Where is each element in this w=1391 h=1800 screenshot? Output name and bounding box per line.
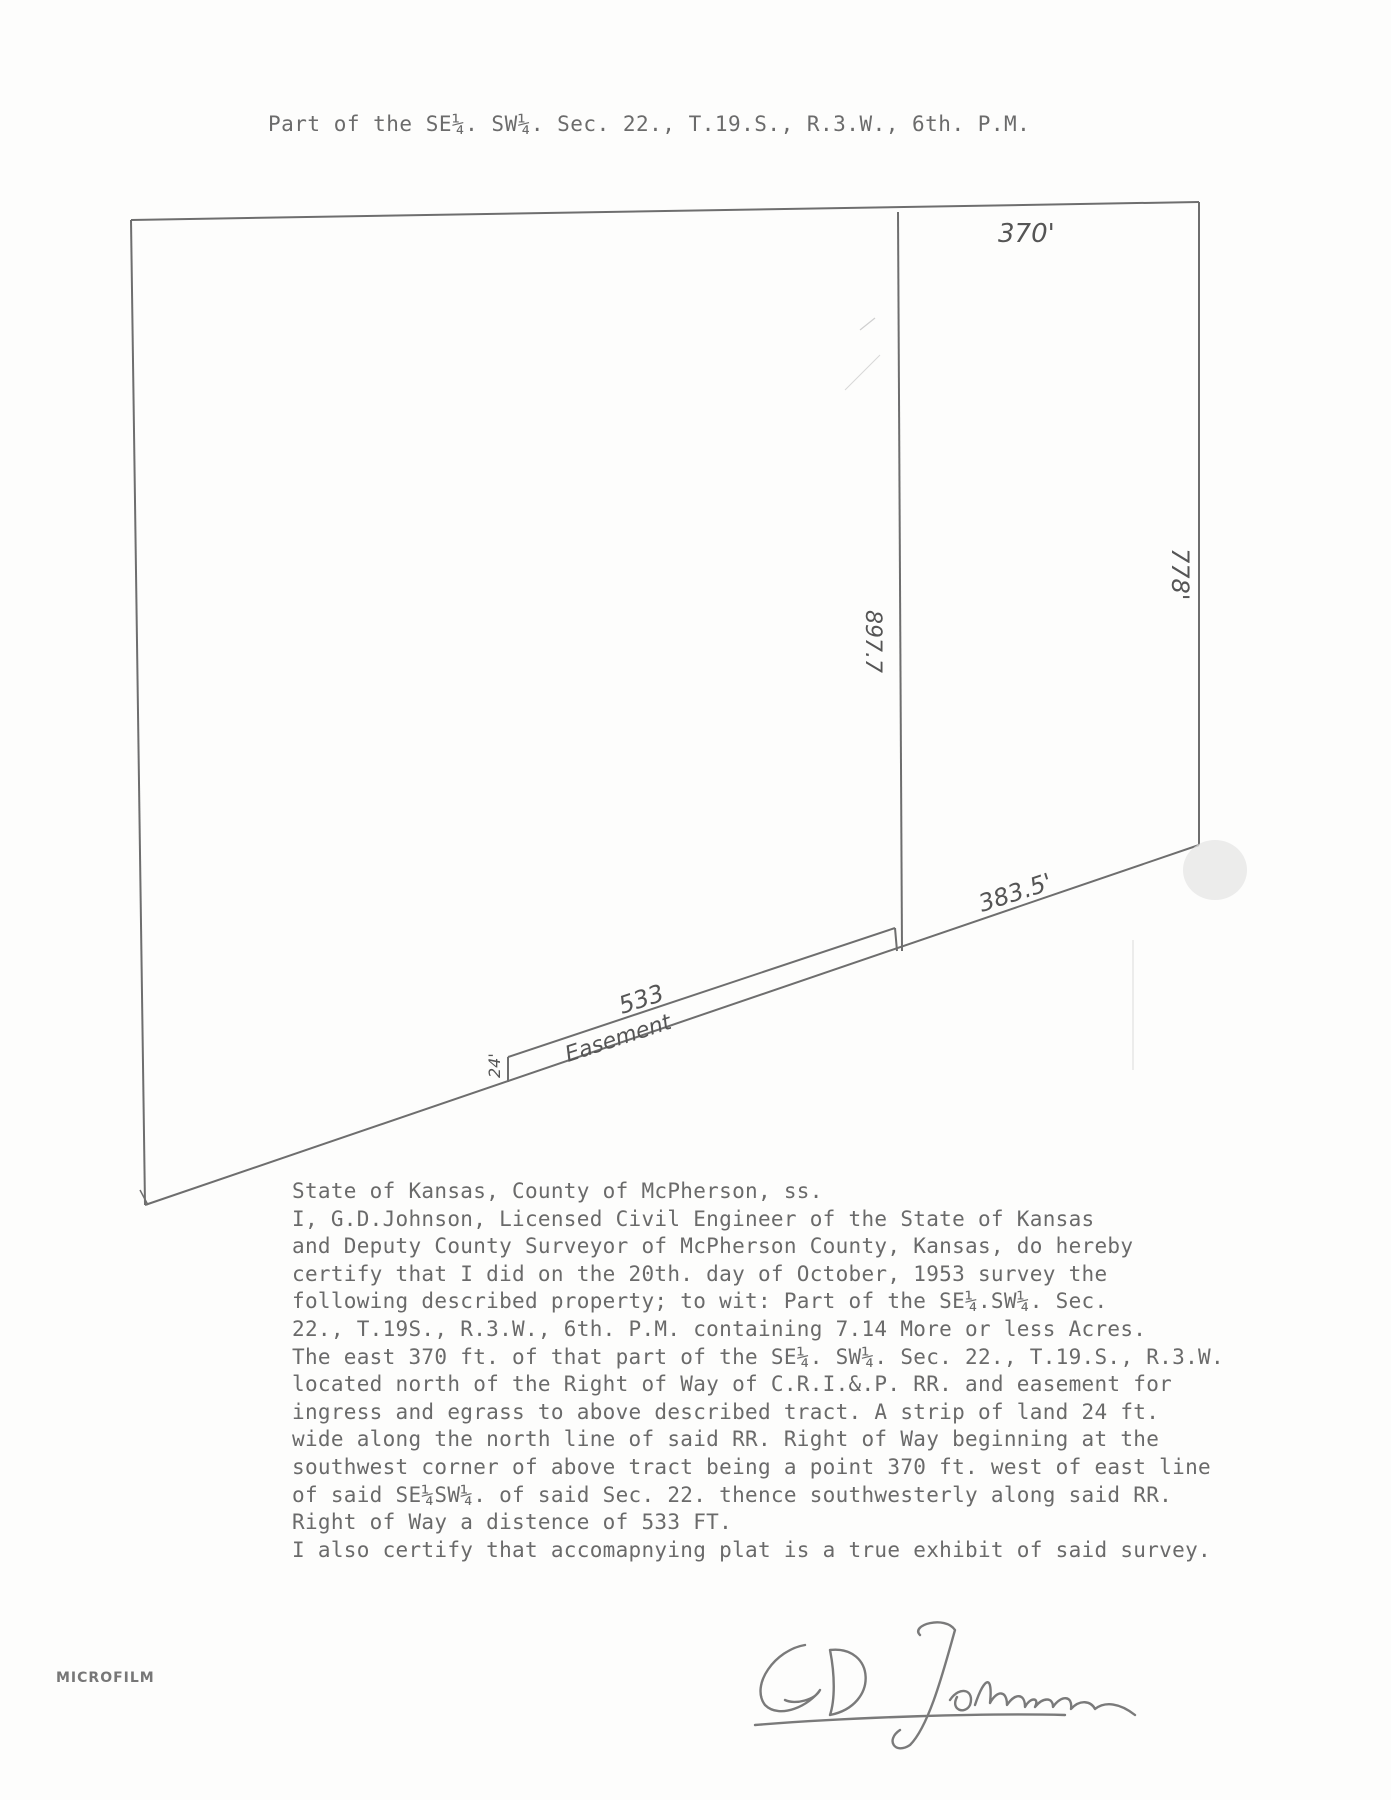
page-title: Part of the SE¼. SW¼. Sec. 22., T.19.S., R.3.W., 6th. P.M. [268,112,1031,136]
plat-middle-line [898,212,902,951]
certificate-line: The east 370 ft. of that part of the SE¼. SW¼. Sec. 22., T.19.S., R.3.W. [292,1344,1224,1369]
certificate-line: following described property; to wit: Part of the SE¼.SW¼. Sec. [292,1289,1108,1314]
certificate-line: and Deputy County Surveyor of McPherson County, Kansas, do hereby [292,1234,1134,1259]
plat-left-line [131,220,145,1205]
easement-top-line [508,928,895,1057]
dim-middle-line: 897.7 [860,610,885,673]
certificate-line: 22., T.19S., R.3.W., 6th. P.M. containing 7.14 More or less Acres. [292,1316,1147,1341]
dim-bottom-east: 383.5' [975,867,1056,918]
signature-scribble [735,1605,1155,1765]
plat-top-line [131,202,1199,220]
certificate-line: I also certify that accomapnying plat is a true exhibit of said survey. [292,1537,1211,1562]
certificate-line: southwest corner of above tract being a point 370 ft. west of east line [292,1454,1211,1479]
certificate-line: certify that I did on the 20th. day of October, 1953 survey the [292,1261,1108,1286]
certificate-line: located north of the Right of Way of C.R.I.&.P. RR. and easement for [292,1372,1173,1397]
dim-bottom-west: 533 [615,978,668,1020]
certificate-line: ingress and egrass to above described tract. A strip of land 24 ft. [292,1399,1160,1424]
certificate-line: of said SE¼SW¼. of said Sec. 22. thence southwesterly along said RR. [292,1482,1173,1507]
dim-east-side: 778' [1166,548,1194,601]
easement-right-line [895,928,897,951]
easement-label: Easement [562,1009,675,1068]
certificate-line: Right of Way a distence of 533 FT. [292,1510,733,1535]
dim-top-east: 370' [998,219,1055,249]
certificate-line: I, G.D.Johnson, Licensed Civil Engineer of the State of Kansas [292,1206,1095,1231]
dim-easement-width: 24' [485,1053,504,1078]
microfilm-stamp: MICROFILM [56,1670,155,1686]
surveyor-signature [735,1605,1155,1765]
certificate-line: wide along the north line of said RR. Right of Way beginning at the [292,1427,1160,1452]
certificate-line: State of Kansas, County of McPherson, ss. [292,1179,823,1203]
surveyor-certificate [292,1178,1352,1564]
